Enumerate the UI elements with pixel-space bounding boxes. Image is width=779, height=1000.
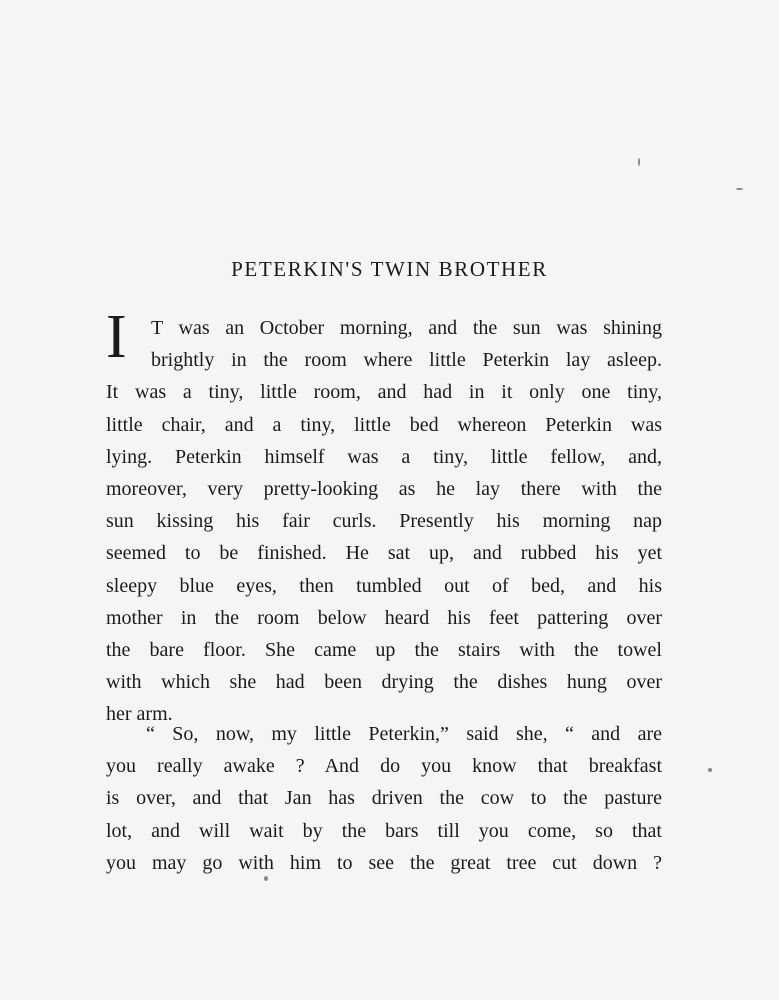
paper-speck xyxy=(708,768,712,772)
text-line: with which she had been drying the dishes hung over xyxy=(106,671,662,694)
text-line: brightly in the room where little Peterkin lay asleep. xyxy=(151,349,662,372)
text-line: the bare floor. She came up the stairs with the towel xyxy=(106,638,662,661)
text-line: lot, and will wait by the bars till you come, so that xyxy=(106,819,662,842)
paper-speck xyxy=(736,188,743,190)
text-line: sleepy blue eyes, then tumbled out of bed, and his xyxy=(106,574,662,597)
text-line: seemed to be finished. He sat up, and rubbed his yet xyxy=(106,542,662,565)
text-line: is over, and that Jan has driven the cow to the pasture xyxy=(106,787,662,810)
text-line: mother in the room below heard his feet pattering over xyxy=(106,606,662,629)
text-line: T was an October morning, and the sun was shining xyxy=(151,317,662,339)
paper-speck xyxy=(264,876,268,881)
text-line: you may go with him to see the great tree cut down ? xyxy=(106,851,662,874)
text-line: moreover, very pretty-looking as he lay there with the xyxy=(106,477,662,500)
text-line: you really awake ? And do you know that breakfast xyxy=(106,755,662,778)
chapter-title: PETERKIN'S TWIN BROTHER xyxy=(231,257,548,281)
text-line: her arm. xyxy=(106,703,173,726)
drop-cap: I xyxy=(106,303,127,371)
text-line: “ So, now, my little Peterkin,” said she, “ and are xyxy=(146,723,662,745)
text-line: little chair, and a tiny, little bed whereon Peterkin was xyxy=(106,413,662,436)
paragraph-2 xyxy=(106,718,662,879)
text-line: It was a tiny, little room, and had in it only one tiny, xyxy=(106,381,662,404)
paragraph-1 xyxy=(106,312,662,730)
text-line: sun kissing his fair curls. Presently his morning nap xyxy=(106,510,662,533)
text-line: lying. Peterkin himself was a tiny, little fellow, and, xyxy=(106,445,662,468)
paper-speck xyxy=(638,158,640,166)
